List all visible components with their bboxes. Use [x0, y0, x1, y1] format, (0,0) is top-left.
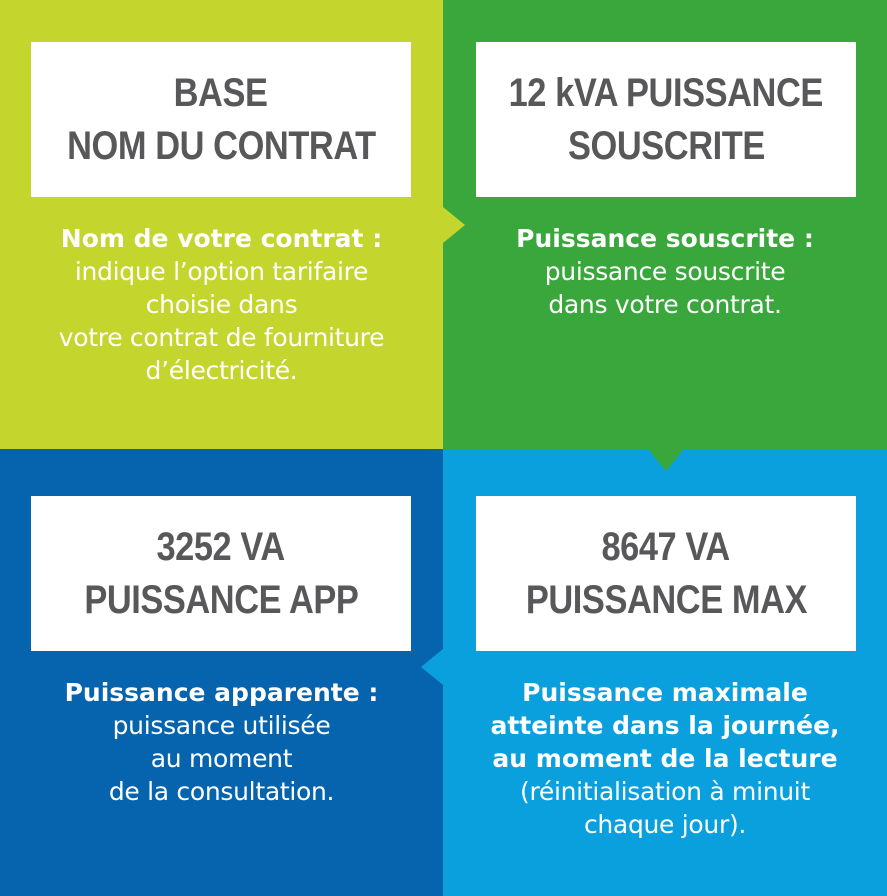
description-heading: Puissance apparente :	[64, 678, 379, 707]
card-line: NOM DU CONTRAT	[66, 123, 376, 168]
description-line: dans votre contrat.	[548, 290, 782, 319]
description-line: chaque jour).	[583, 810, 747, 839]
description-heading: Nom de votre contrat :	[60, 224, 383, 253]
card-line: PUISSANCE MAX	[525, 577, 807, 622]
card-line: BASE	[174, 70, 268, 115]
card-line: 12 kVA PUISSANCE	[508, 70, 824, 115]
description-line: d’électricité.	[145, 356, 298, 385]
panel-apparent-power	[0, 449, 443, 896]
arrow-down-icon	[648, 449, 684, 471]
description-heading: Puissance souscrite :	[516, 224, 814, 253]
description-heading: atteinte dans la journée,	[490, 711, 840, 740]
subscribed-power-description	[443, 222, 887, 321]
description-line: au moment	[150, 744, 293, 773]
description-line: puissance utilisée	[112, 711, 331, 740]
arrow-left-icon	[421, 649, 443, 685]
panel-subscribed-power	[443, 0, 887, 449]
description-line: indique l’option tarifaire	[74, 257, 369, 286]
card-line: 8647 VA	[601, 524, 731, 569]
panel-contract-name	[0, 0, 443, 449]
contract-name-card	[31, 42, 411, 197]
subscribed-power-card	[476, 42, 856, 197]
description-line: (réinitialisation à minuit	[520, 777, 810, 806]
description-heading: au moment de la lecture	[492, 744, 838, 773]
apparent-power-description	[0, 676, 443, 808]
description-line: votre contrat de fourniture	[58, 323, 385, 352]
card-line: PUISSANCE APP	[83, 577, 359, 622]
card-line: 3252 VA	[156, 524, 286, 569]
description-heading: Puissance maximale	[522, 678, 808, 707]
apparent-power-card	[31, 496, 411, 651]
panel-max-power	[443, 449, 887, 896]
description-line: de la consultation.	[108, 777, 335, 806]
description-line: choisie dans	[145, 290, 298, 319]
arrow-right-icon	[443, 207, 465, 243]
max-power-description	[443, 676, 887, 841]
max-power-card	[476, 496, 856, 651]
card-line: SOUSCRITE	[567, 123, 765, 168]
description-line: puissance souscrite	[544, 257, 786, 286]
contract-name-description	[0, 222, 443, 387]
